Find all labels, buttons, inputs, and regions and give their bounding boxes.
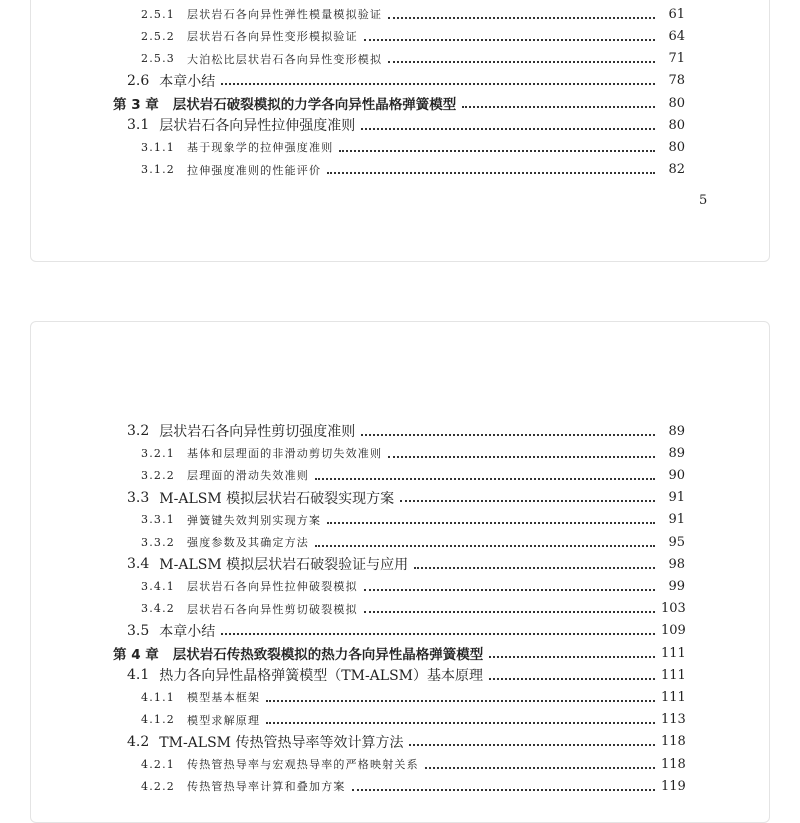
- toc-entry[interactable]: [127, 554, 685, 574]
- toc-entry-number: 3.3: [127, 489, 150, 506]
- toc-entry-number: 4.1: [127, 667, 150, 684]
- toc-dot-leader: [327, 521, 655, 524]
- toc-entry-number: 3.1: [127, 117, 150, 134]
- toc-entry[interactable]: [141, 465, 685, 485]
- toc-entry-number: 第 4 章: [113, 647, 159, 663]
- toc-entry-title: 传热管热导率与宏观热导率的严格映射关系: [187, 758, 419, 771]
- toc-entry-page: 90: [668, 467, 685, 483]
- toc-entry[interactable]: [141, 599, 685, 619]
- toc-entry-number: 3.5: [127, 622, 150, 639]
- toc-entry[interactable]: [141, 4, 685, 24]
- toc-dot-leader: [364, 610, 655, 613]
- toc-entry-number: 2.6: [127, 72, 150, 89]
- toc-dot-leader: [388, 455, 655, 458]
- toc-entry-number: 2.5.3: [141, 52, 175, 66]
- toc-dot-leader: [425, 766, 655, 769]
- toc-entry-title: 层状岩石各向异性拉伸强度准则: [159, 118, 356, 135]
- toc-entry[interactable]: [127, 421, 685, 441]
- toc-entry-number: 4.2.2: [141, 779, 175, 793]
- page-number: 5: [699, 193, 708, 208]
- toc-entry-number: 3.2.1: [141, 446, 175, 460]
- toc-entry[interactable]: [141, 49, 685, 69]
- toc-entry-page: 119: [661, 778, 686, 794]
- toc-entry-number: 3.4: [127, 556, 150, 573]
- toc-entry-title: TM-ALSM 传热管热导率等效计算方法: [159, 734, 404, 751]
- toc-entry-page: 80: [668, 117, 685, 133]
- toc-entry-number: 4.2: [127, 733, 150, 750]
- toc-entry-title: 层状岩石各向异性剪切强度准则: [159, 424, 356, 440]
- toc-entry-number: 3.3.1: [141, 513, 175, 527]
- toc-entry-page: 82: [668, 162, 685, 178]
- toc-entry-number: 2.5.1: [141, 7, 175, 21]
- toc-entry-number: 4.1.2: [141, 713, 175, 727]
- toc-entry[interactable]: [141, 0, 685, 2]
- toc-entry-title: 层状岩石各向异性变形模拟验证: [187, 30, 358, 44]
- toc-entry-page: 118: [661, 734, 686, 750]
- toc-entry[interactable]: [141, 687, 685, 707]
- toc-dot-leader: [221, 632, 655, 635]
- toc-entry-page: 80: [668, 139, 685, 155]
- toc-entry-title: 强度参数及其确定方法: [187, 536, 309, 549]
- toc-entry-page: 89: [668, 445, 685, 461]
- toc-entry-page: 61: [668, 6, 685, 22]
- toc-dot-leader: [315, 544, 655, 547]
- toc-dot-leader: [364, 38, 655, 41]
- toc-entry-page: 80: [668, 95, 685, 111]
- toc-entry[interactable]: [141, 776, 685, 796]
- toc-entry-title: 传热管热导率计算和叠加方案: [187, 780, 346, 794]
- toc-entry-page: 111: [661, 667, 686, 683]
- toc-entry-title: 模型求解原理: [187, 713, 261, 727]
- toc-entry-number: 3.4.1: [141, 579, 175, 593]
- toc-entry-title: 本章小结: [159, 623, 216, 640]
- toc-entry-page: 95: [668, 534, 685, 550]
- toc-entry-page: 98: [668, 556, 685, 572]
- toc-entry[interactable]: [127, 115, 685, 135]
- toc-entry-title: 大泊松比层状岩石各向异性变形模拟: [187, 52, 383, 66]
- toc-dot-leader: [361, 433, 655, 436]
- toc-entry[interactable]: [141, 443, 685, 463]
- toc-entry[interactable]: [127, 71, 685, 91]
- toc-entry-page: 103: [661, 601, 686, 617]
- toc-dot-leader: [266, 721, 655, 724]
- toc-entry[interactable]: [113, 643, 685, 663]
- toc-entry-title: 弹簧键失效判别实现方案: [187, 513, 322, 527]
- toc-entry-number: 3.3.2: [141, 535, 175, 549]
- toc-dot-leader: [388, 16, 655, 19]
- toc-entry-number: 4.1.1: [141, 690, 175, 704]
- toc-dot-leader: [266, 699, 655, 702]
- toc-entry-number: 第 3 章: [113, 97, 159, 113]
- toc-entry-page: 78: [668, 73, 685, 89]
- toc-entry-number: 3.2: [127, 423, 150, 439]
- toc-entry-title: 层状岩石各向异性弹性模量模拟验证: [187, 8, 383, 22]
- toc-entry[interactable]: [141, 532, 685, 552]
- toc-dot-leader: [388, 60, 655, 63]
- toc-dot-leader: [361, 127, 655, 130]
- toc-entry-number: 2.5.2: [141, 29, 175, 43]
- toc-dot-leader: [221, 82, 655, 85]
- toc-entry[interactable]: [127, 732, 685, 752]
- toc-dot-leader: [489, 677, 655, 680]
- toc-entry-page: 109: [661, 623, 686, 639]
- toc-entry-title: 模型基本框架: [187, 691, 261, 705]
- toc-dot-leader: [489, 655, 655, 658]
- toc-entry[interactable]: [113, 93, 685, 113]
- toc-entry-page: 111: [661, 689, 686, 705]
- toc-entry-page: 71: [668, 51, 685, 67]
- toc-entry[interactable]: [141, 710, 685, 730]
- toc-entry[interactable]: [127, 488, 685, 508]
- toc-entry-page: 64: [668, 28, 685, 44]
- toc-entry-title: 拉伸强度准则的性能评价: [187, 163, 322, 177]
- toc-entry-title: 层状岩石各向异性拉伸破裂模拟: [187, 580, 358, 594]
- toc-entry[interactable]: [141, 510, 685, 530]
- toc-entry-number: 3.1.2: [141, 163, 175, 177]
- toc-dot-leader: [409, 743, 655, 746]
- toc-dot-leader: [400, 499, 655, 502]
- toc-entry[interactable]: [127, 665, 685, 685]
- toc-entry[interactable]: [141, 160, 685, 180]
- toc-entry-title: 层状岩石传热致裂模拟的热力各向异性晶格弹簧模型: [172, 647, 484, 663]
- toc-dot-leader: [414, 566, 655, 569]
- toc-entry-page: 91: [668, 512, 685, 528]
- toc-entry-title: 本章小结: [159, 73, 216, 90]
- toc-entry[interactable]: [127, 621, 685, 641]
- toc-entry-page: 118: [661, 756, 686, 772]
- toc-entry[interactable]: [141, 137, 685, 157]
- toc-dot-leader: [352, 788, 655, 791]
- toc-entry-number: 4.2.1: [141, 757, 175, 771]
- toc-entry-title: 层状岩石各向异性剪切破裂模拟: [187, 602, 358, 616]
- toc-entry-title: 层状岩石破裂模拟的力学各向异性晶格弹簧模型: [172, 97, 457, 113]
- toc-entry-title: 基于现象学的拉伸强度准则: [187, 141, 334, 155]
- toc-entry[interactable]: [141, 26, 685, 46]
- toc-entry-title: M-ALSM 模拟层状岩石破裂验证与应用: [159, 557, 409, 574]
- toc-entry-page: 91: [668, 490, 685, 506]
- toc-dot-leader: [462, 105, 655, 108]
- toc-entry[interactable]: [141, 754, 685, 774]
- toc-entry-title: 热力各向异性晶格弹簧模型（TM-ALSM）基本原理: [159, 668, 484, 685]
- toc-entry-page: 113: [661, 712, 686, 728]
- toc-dot-leader: [327, 171, 655, 174]
- toc-page-card-2: [30, 321, 770, 823]
- toc-entry-page: 111: [661, 645, 686, 661]
- toc-entry-number: 3.4.2: [141, 602, 175, 616]
- toc-entry-title: 基体和层理面的非滑动剪切失效准则: [187, 447, 383, 461]
- toc-dot-leader: [315, 477, 655, 480]
- toc-entry-number: 3.2.2: [141, 468, 175, 482]
- toc-dot-leader: [339, 149, 655, 152]
- toc-entry-number: 3.1.1: [141, 140, 175, 154]
- toc-entry-page: 89: [668, 423, 685, 439]
- toc-entry[interactable]: [141, 576, 685, 596]
- toc-dot-leader: [364, 588, 655, 591]
- toc-entry-title: 层理面的滑动失效准则: [187, 469, 309, 483]
- toc-page-card-1: [30, 0, 770, 262]
- toc-entry-title: M-ALSM 模拟层状岩石破裂实现方案: [159, 490, 395, 507]
- toc-entry-page: 99: [668, 578, 685, 594]
